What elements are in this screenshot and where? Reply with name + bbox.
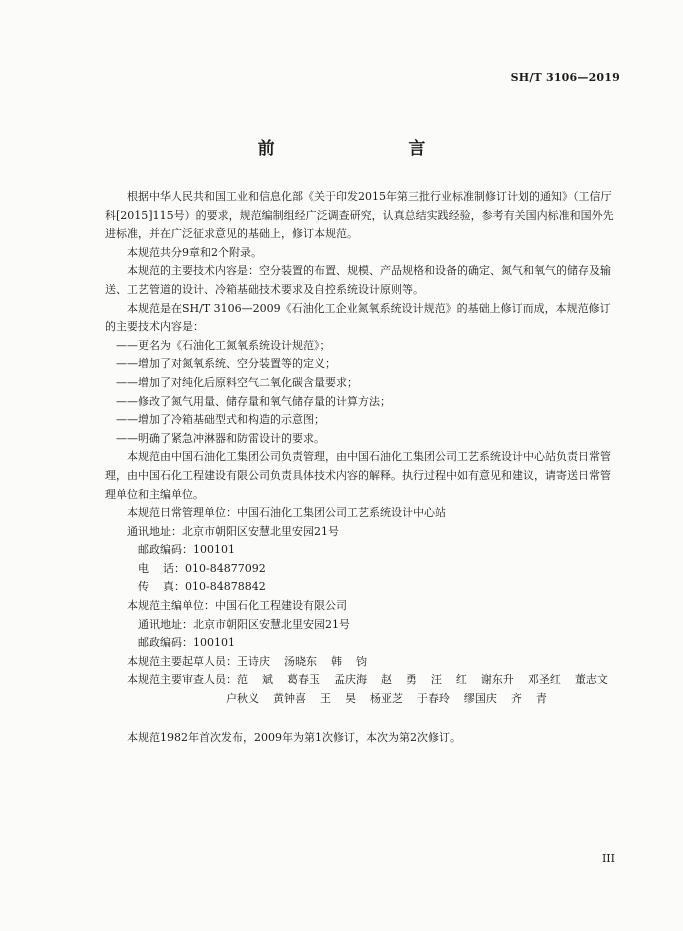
daily-unit-phone: 电 话：010-84877092 [138,561,266,575]
daily-unit-postcode: 邮政编码：100101 [138,543,235,557]
preface-body [105,188,621,747]
page-title: 前 言 [257,139,448,159]
daily-unit-address: 通讯地址：北京市朝阳区安慧北里安园21号 [127,524,339,538]
revision-history: 本规范1982年首次发布，2009年为第1次修订，本次为第2次修订。 [127,730,461,744]
daily-unit-line: 本规范日常管理单位：中国石油化工集团公司工艺系统设计中心站 [127,506,446,520]
list-item: ——增加了对纯化后原料空气二氧化碳含量要求； [116,375,358,389]
list-item: ——明确了紧急冲淋器和防雷设计的要求。 [116,431,325,445]
paragraph-basis: 根据中华人民共和国工业和信息化部《关于印发2015年第三批行业标准制修订计划的通知》（工信厅科[2015]115号）的要求，规范编制组经广泛调查研究，认真总结实践经验，参考有关国内标准和国外先进标准，并在广泛征求意见的基础上，修订本规范。 [105,190,614,241]
reviewers-line: 本规范主要审查人员：范 斌 葛春玉 孟庆海 赵 勇 汪 红 谢东升 邓圣红 董志文 [127,673,608,687]
reviewers-line-continued: 户秋义 黄钟喜 王 昊 杨亚芝 于春玲 缪国庆 齐 青 [226,692,547,706]
list-item: ——增加了冷箱基础型式和构造的示意图； [116,413,325,427]
chief-unit-address: 通讯地址：北京市朝阳区安慧北里安园21号 [138,617,350,631]
list-item: ——增加了对氮氧系统、空分装置等的定义； [116,357,336,371]
chief-unit-postcode: 邮政编码：100101 [138,636,235,650]
paragraph-management: 本规范由中国石油化工集团公司负责管理，由中国石油化工集团公司工艺系统设计中心站负责日常管理，由中国石化工程建设有限公司负责具体技术内容的解释。执行过程中如有意见和建议，请寄送日常管理单位和主编单位。 [105,450,611,501]
drafters-line: 本规范主要起草人员：王诗庆 汤晓东 韩 钧 [127,654,367,668]
list-item: ——更名为《石油化工氮氧系统设计规范》； [116,338,331,352]
page-number: III [601,852,615,865]
daily-unit-fax: 传 真：010-84878842 [138,580,266,594]
chief-unit-line: 本规范主编单位：中国石化工程建设有限公司 [127,599,347,613]
paragraph-structure: 本规范共分9章和2个附录。 [127,245,262,259]
paragraph-revision-basis: 本规范是在SH/T 3106—2009《石油化工企业氮氧系统设计规范》的基础上修订而成，本规范修订的主要技术内容是： [105,301,611,334]
paragraph-main-content: 本规范的主要技术内容是：空分装置的布置、规模、产品规格和设备的确定、氮气和氧气的储存及输送、工艺管道的设计、冷箱基础技术要求及自控系统设计原则等。 [105,264,611,296]
list-item: ——修改了氮气用量、储存量和氧气储存量的计算方法； [116,394,391,408]
document-code: SH/T 3106—2019 [510,71,620,84]
